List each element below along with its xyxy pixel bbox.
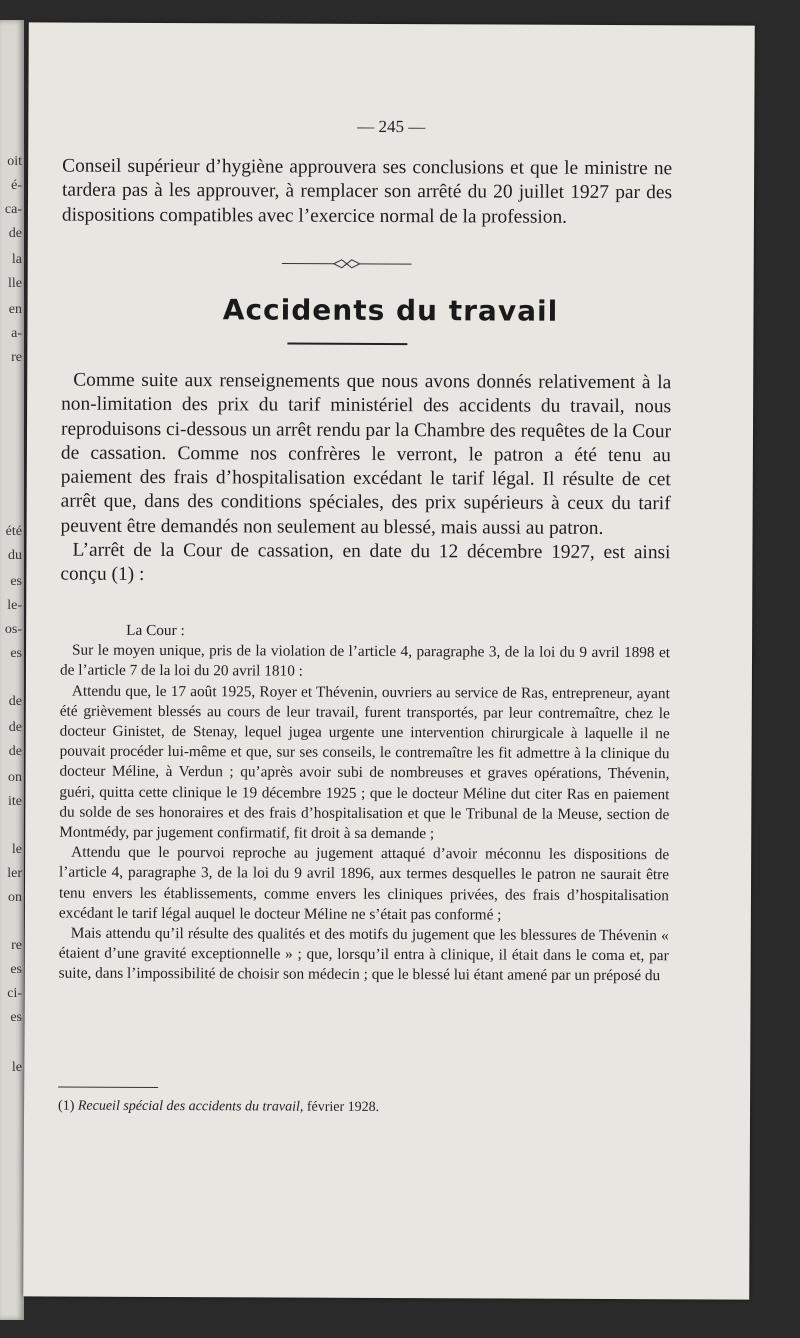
prev-page-fragment: de xyxy=(8,744,22,759)
prev-page-fragment: de xyxy=(8,694,22,709)
prev-page-fragment: le xyxy=(11,1060,22,1075)
decorative-ornament-icon xyxy=(282,257,412,272)
prev-page-fragment: lle xyxy=(8,276,22,291)
paragraph-1: Comme suite aux renseignements que nous avons donnés relativement à la non-limitation des prix du tarif ministériel des accidents du travail, nous reproduisons ci-dessous un arrêt rendu par la Chambre des requêtes de la Cour de cassation. Comme nos confrères le verront, le patron a été tenu au paiement des frais d’hospitalisation excédant le tarif légal. Il résulte de cet arrêt que, dans des conditions spéciales, des prix supérieurs à ceux du tarif peuvent être demandés non seulement au blessé, mais aussi au patron. xyxy=(60,369,672,539)
paragraph-2: L’arrêt de la Cour de cassation, en date du 12 décembre 1927, est ainsi conçu (1) : xyxy=(60,539,671,586)
ruling-paragraph: Attendu que, le 17 août 1925, Royer et Thévenin, ouvriers au service de Ras, entrepreneur, ayant été grièvement blessés au cours de leur travail, furent transportés, par leur contremaître, chez le docteur Ginistet, de Stenay, lequel jugea urgente une intervention chirurgicale à laquelle il ne pouvait procéder lui-même et que, sur ses conseils, le contremaître les fit admettre à la clinique du docteur Méline, à Verdun ; qu’après avoir subi de nombreuses et graves opérations, Thévenin, guéri, quitta cette clinique le 19 décembre 1925 ; que le docteur Méline dut citer Ras en paiement du solde de ses honoraires et des frais d’hospitalisation et que le Tribunal de la Meuse, section de Montmédy, par jugement confirmatif, fit droit à sa demande ; xyxy=(59,682,670,843)
prev-page-fragment: re xyxy=(11,350,22,365)
footnote-date: février 1928. xyxy=(306,1099,380,1115)
ruling-paragraph: Attendu que le pourvoi reproche au jugement attaqué d’avoir méconnu les dispositions de l’article 4, paragraphe 3, de la loi du 9 avril 1896, aux termes desquelles le patron ne saurait être tenu envers les établissements, comme envers les cliniques privées, des frais d’hospitalisation excédant le tarif légal auquel le docteur Méline ne s’était pas conformé ; xyxy=(58,843,670,924)
prev-page-fragment: es xyxy=(10,962,22,977)
prev-page-fragment: on xyxy=(8,890,22,905)
prev-page-fragment: le xyxy=(11,842,22,857)
footnote-marker: (1) xyxy=(58,1098,75,1114)
footnote xyxy=(58,1099,658,1118)
prev-page-fragment: re xyxy=(11,938,22,953)
ruling-paragraph: Mais attendu qu’il résulte des qualités et des motifs du jugement que les blessures de Thévenin « étaient d’une gravité exceptionnelle » ; que, lorsqu’il entra à clinique, il était dans le coma et, par suite, dans l’impossibilité de choisir son médecin ; que le blessé lui étant amené par un préposé du xyxy=(58,924,669,985)
court-heading: La Cour : xyxy=(126,621,185,640)
prev-page-fragment: la xyxy=(11,252,22,267)
prev-page-fragment: ite xyxy=(8,794,22,809)
prev-page-fragment: de xyxy=(8,720,22,735)
body-text xyxy=(60,369,671,590)
prev-page-fragment: le- xyxy=(7,598,22,613)
prev-page-fragment: on xyxy=(8,770,22,785)
ruling-text xyxy=(59,621,671,987)
footnote-source: Recueil spécial des accidents du travail, xyxy=(77,1098,304,1115)
prev-page-fragment: es xyxy=(10,574,22,589)
page-number: — 245 — xyxy=(357,116,426,137)
prev-page-fragment: os- xyxy=(4,622,22,637)
prev-page-fragment: es xyxy=(10,1010,22,1025)
prev-page-fragment: ci- xyxy=(7,986,22,1001)
prev-page-fragment: été xyxy=(5,524,22,539)
prev-page-fragment: ler xyxy=(7,866,22,881)
footnote-divider xyxy=(58,1087,158,1088)
heading-underline xyxy=(287,343,407,346)
intro-text xyxy=(62,155,672,231)
book-page xyxy=(23,22,755,1299)
intro-paragraph: Conseil supérieur d’hygiène approuvera ses conclusions et que le ministre ne tardera pas à les approuver, à remplacer son arrêté du 20 juillet 1927 par des dispositions compatibles avec l’exercice normal de la profession. xyxy=(61,155,673,228)
prev-page-fragment: de xyxy=(8,226,22,241)
prev-page-fragment: du xyxy=(8,548,22,563)
prev-page-fragment: é- xyxy=(11,178,22,193)
prev-page-fragment: ca- xyxy=(4,202,22,217)
section-heading: Accidents du travail xyxy=(222,293,559,328)
prev-page-fragment: oit xyxy=(7,154,22,169)
prev-page-fragment: es xyxy=(10,646,22,661)
previous-page-edge xyxy=(0,20,24,1320)
prev-page-fragment: a- xyxy=(11,326,22,341)
prev-page-fragment: en xyxy=(8,302,22,317)
ruling-paragraph: Sur le moyen unique, pris de la violation de l’article 4, paragraphe 3, de la loi du 9 avril 1898 et de l’article 7 de la loi du 20 avril 1810 : xyxy=(59,641,671,681)
